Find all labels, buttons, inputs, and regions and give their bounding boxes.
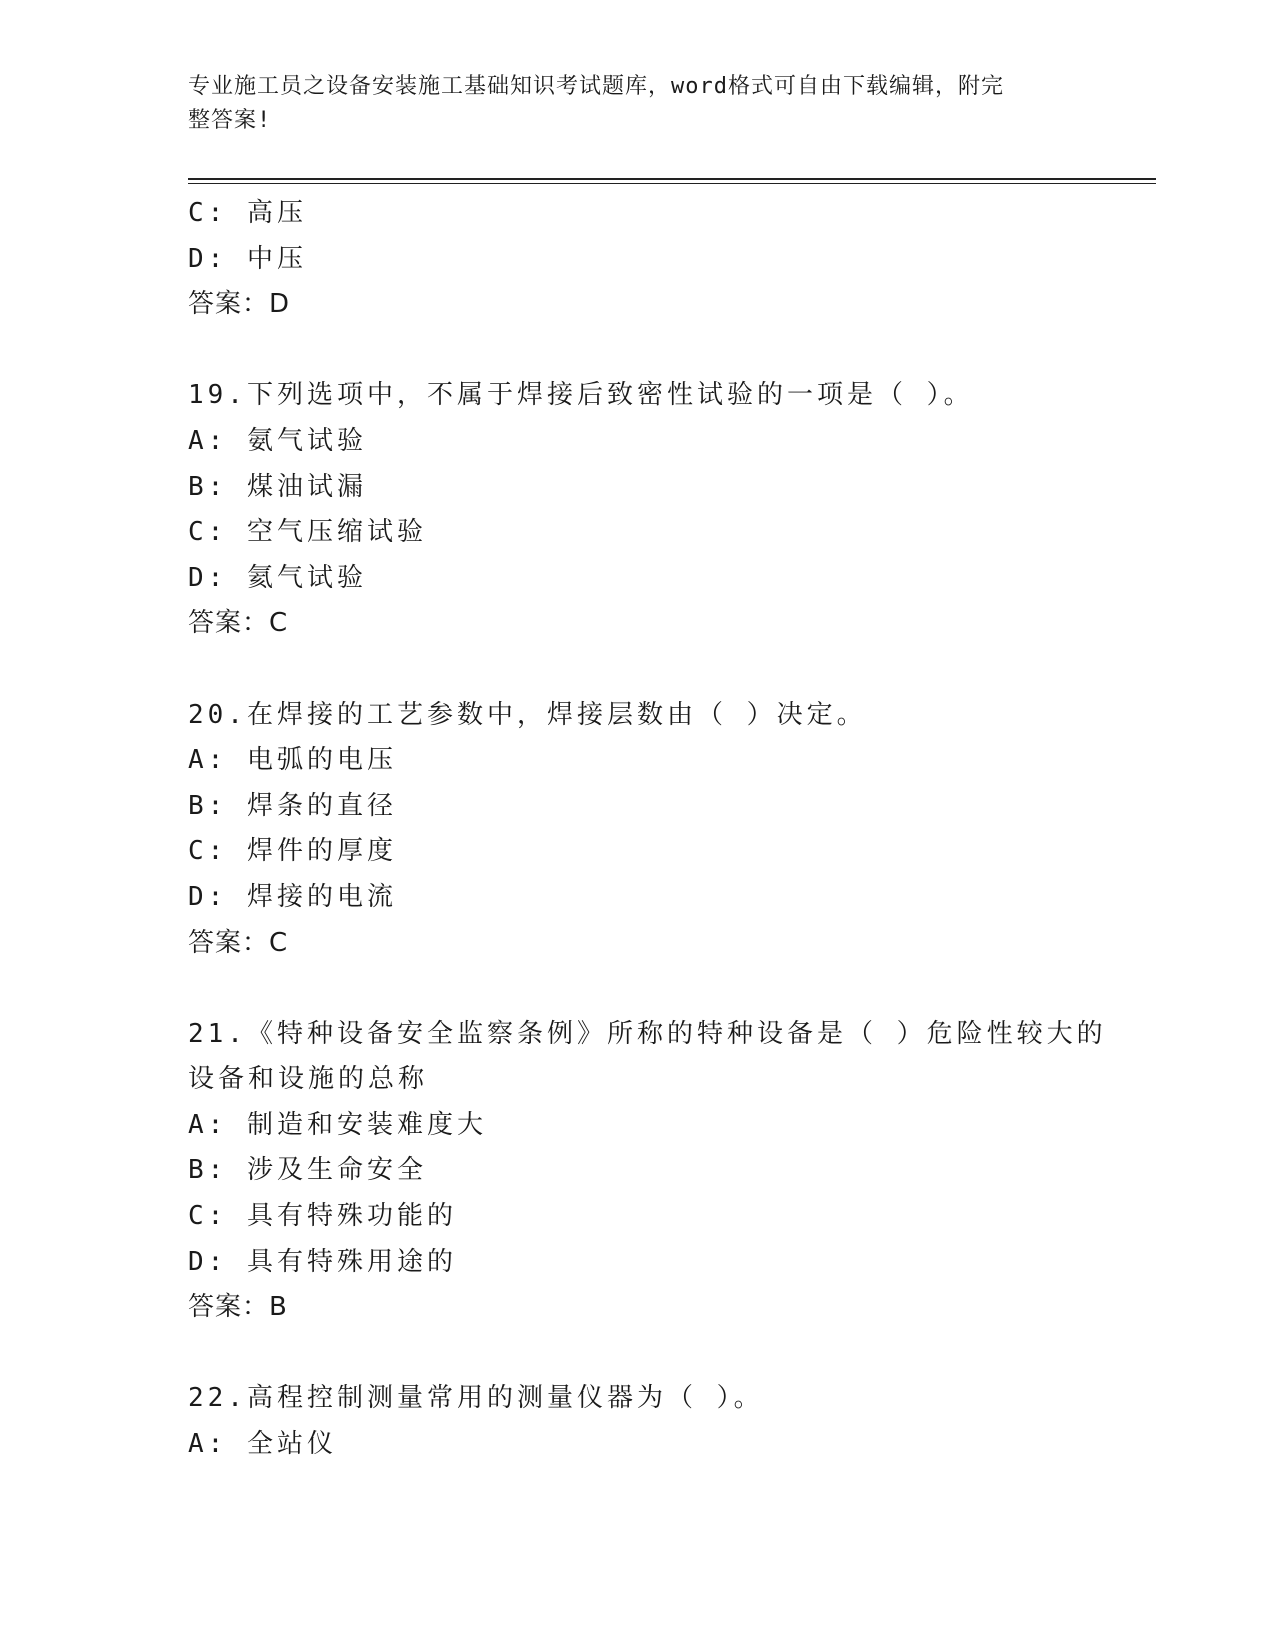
option-line: D: 氦气试验 bbox=[188, 562, 367, 593]
header-divider bbox=[188, 178, 1156, 184]
option-line: C: 焊件的厚度 bbox=[188, 836, 397, 867]
question-stem: 22.高程控制测量常用的测量仪器为（ ）。 bbox=[188, 1383, 764, 1414]
question-stem: 20.在焊接的工艺参数中，焊接层数由（ ）决定。 bbox=[188, 699, 867, 730]
option-line: C: 高压 bbox=[188, 198, 307, 228]
option-line: C: 具有特殊功能的 bbox=[188, 1201, 457, 1232]
option-line: A: 氨气试验 bbox=[188, 425, 367, 456]
option-line: B: 焊条的直径 bbox=[188, 790, 397, 821]
option-line: B: 涉及生命安全 bbox=[188, 1155, 427, 1186]
question-stem: 设备和设施的总称 bbox=[188, 1064, 429, 1095]
option-line: B: 煤油试漏 bbox=[188, 471, 367, 502]
question-list bbox=[188, 191, 1148, 1468]
answer-line: 答案：B bbox=[188, 1292, 288, 1323]
question-stem: 19.下列选项中，不属于焊接后致密性试验的一项是（ ）。 bbox=[188, 380, 974, 411]
answer-line: 答案：D bbox=[188, 289, 291, 320]
answer-line: 答案：C bbox=[188, 927, 289, 958]
option-line: A: 电弧的电压 bbox=[188, 745, 397, 776]
option-line: A: 全站仪 bbox=[188, 1429, 337, 1460]
spacer bbox=[188, 966, 1148, 1012]
spacer bbox=[188, 1331, 1148, 1377]
answer-line: 答案：C bbox=[188, 608, 289, 639]
option-line: D: 具有特殊用途的 bbox=[188, 1246, 457, 1277]
header-line: 专业施工员之设备安装施工基础知识考试题库，word格式可自由下载编辑，附完 bbox=[188, 74, 1004, 99]
spacer bbox=[188, 328, 1148, 374]
header-line: 整答案! bbox=[188, 108, 272, 133]
option-line: C: 空气压缩试验 bbox=[188, 517, 427, 548]
spacer bbox=[188, 647, 1148, 693]
option-line: D: 焊接的电流 bbox=[188, 881, 397, 912]
question-stem: 21.《特种设备安全监察条例》所称的特种设备是（ ）危险性较大的 bbox=[188, 1018, 1107, 1049]
option-line: D: 中压 bbox=[188, 243, 307, 274]
option-line: A: 制造和安装难度大 bbox=[188, 1109, 487, 1140]
document-header bbox=[188, 70, 1088, 138]
